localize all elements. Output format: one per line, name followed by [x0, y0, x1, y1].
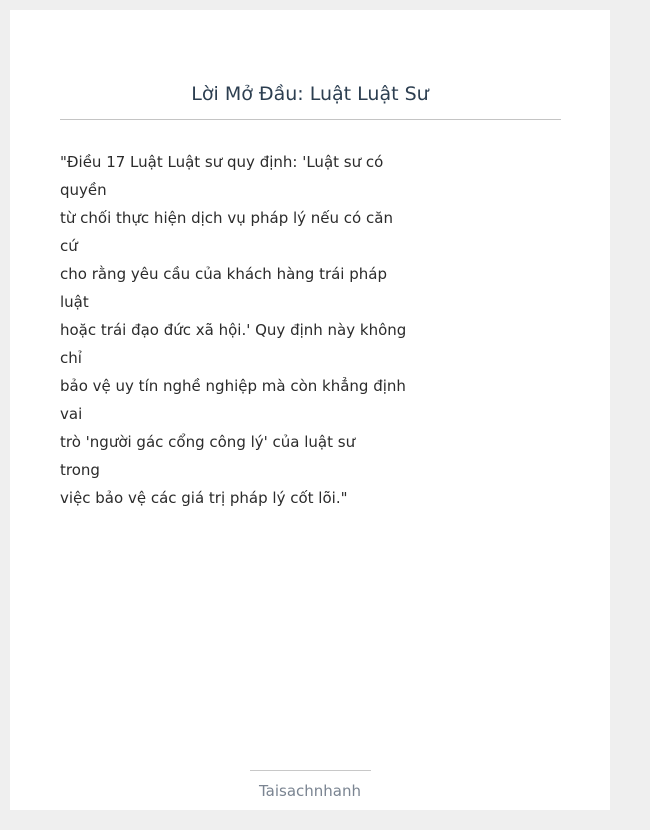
body-line: cho rằng yêu cầu của khách hàng trái pháp	[60, 265, 387, 283]
document-page	[10, 10, 610, 810]
body-line: vai	[60, 405, 83, 423]
body-line: quyền	[60, 181, 107, 199]
body-line: trong	[60, 461, 100, 479]
body-paragraph	[60, 148, 440, 512]
footer-divider	[250, 770, 371, 771]
body-line: luật	[60, 293, 89, 311]
footer-brand: Taisachnhanh	[258, 782, 362, 800]
body-line: hoặc trái đạo đức xã hội.' Quy định này không	[60, 321, 407, 339]
body-line: từ chối thực hiện dịch vụ pháp lý nếu có căn	[60, 209, 393, 227]
body-line: bảo vệ uy tín nghề nghiệp mà còn khẳng định	[60, 377, 406, 395]
body-line: "Điều 17 Luật Luật sư quy định: 'Luật sư có	[60, 153, 384, 171]
body-line: cứ	[60, 237, 78, 255]
page-title: Lời Mở Đầu: Luật Luật Sư	[191, 83, 429, 105]
body-line: chỉ	[60, 349, 82, 367]
body-line: việc bảo vệ các giá trị pháp lý cốt lõi."	[60, 489, 348, 507]
title-divider	[60, 119, 561, 120]
body-line: trò 'người gác cổng công lý' của luật sư	[60, 433, 356, 451]
